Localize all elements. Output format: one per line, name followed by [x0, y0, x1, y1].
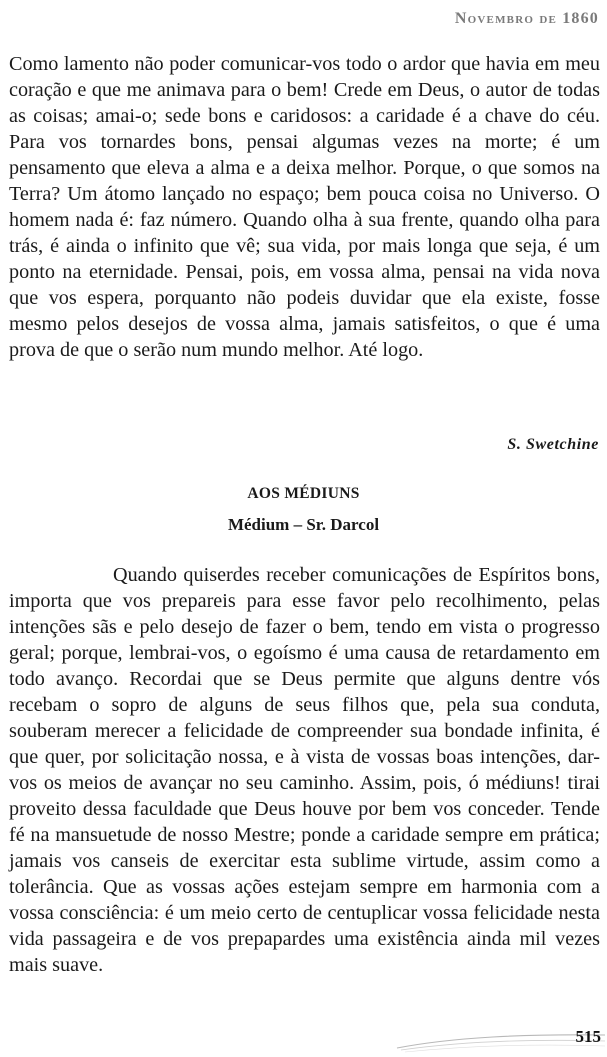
section-title: AOS MÉDIUNS — [247, 485, 360, 502]
section-subtitle: Médium – Sr. Darcol — [227, 515, 380, 534]
running-header: Novembro de 1860 — [454, 10, 599, 27]
spirit-signature: S. Swetchine — [507, 436, 599, 453]
page-number: 515 — [575, 1027, 601, 1046]
section-body-paragraph: Quando quiserdes receber comunicações de Espíritos bons, importa que vos prepareis para esse favor pelo recolhimento, pelas intenções sãs e pelo desejo de fazer o bem, tendo em vista o progresso geral; porque, lembrai-vos, o egoísmo é uma causa de retardamento em todo avanço. Recordai que se Deus permite que alguns dentre vós recebam o sopro de alguns de seus filhos que, pela sua conduta, souberam merecer a felicidade de compreender sua bondade infinita, é que quer, por solicitação nossa, e à vista de vossas boas intenções, dar-vos os meios de avançar no seu caminho. Assim, pois, ó médiuns! tirai proveito dessa faculdade que Deus houve por bem vos conceder. Tende fé na mansuetude de nosso Mestre; ponde a caridade sempre em prática; jamais vos canseis de exercitar esta sublime virtude, assim como a tolerância. Que as vossas ações estejam sempre em harmonia com a vossa consciência: é um meio certo de centuplicar vossa felicidade nesta vida passageira e de vos prepapardes uma existência ainda mil vezes mais suave. — [9, 564, 600, 976]
message-body-paragraph: Como lamento não poder comunicar-vos todo o ardor que havia em meu coração e que me animava para o bem! Crede em Deus, o autor de todas as coisas; amai-o; sede bons e caridosos: a caridade é a chave do céu. Para vos tornardes bons, pensai algumas vezes na morte; é um pensamento que eleva a alma e a deixa melhor. Porque, o que somos na Terra? Um átomo lançado no espaço; bem pouca coisa no Universo. O homem nada é: faz número. Quando olha à sua frente, quando olha para trás, é ainda o infinito que vê; sua vida, por mais longa que seja, é um ponto na eternidade. Pensai, pois, em vossa alma, pensai na vida nova que vos espera, porquanto não podeis duvidar que ela existe, fosse mesmo pelos desejos de vossa alma, jamais satisfeitos, o que é uma prova de que o serão num mundo melhor. Até logo. — [9, 53, 600, 361]
